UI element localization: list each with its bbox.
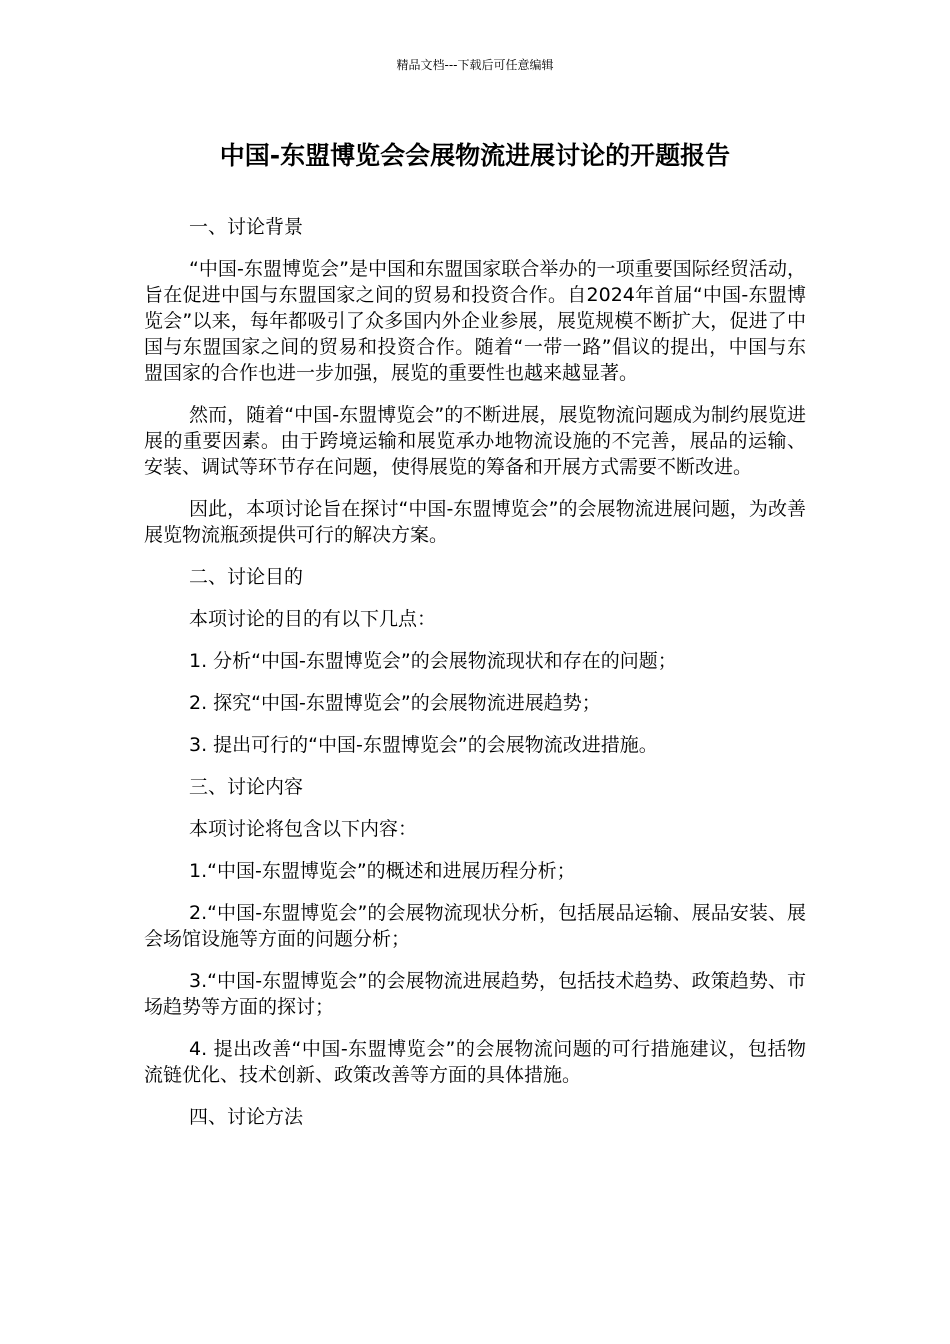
- objectives-intro: 本项讨论的目的有以下几点：: [189, 608, 437, 630]
- content-item: 1.“中国-东盟博览会”的概述和进展历程分析；: [189, 860, 576, 882]
- paragraph-background: “中国-东盟博览会”是中国和东盟国家联合举办的一项重要国际经贸活动，旨在促进中国与东盟国家之间的贸易和投资合作。自2024年首届“中国-东盟博览会”以来，每年都吸引了众多国内外企业参展，展览规模不断扩大，促进了中国与东盟国家之间的贸易和投资合作。随着“一带一路”倡议的提出，中国与东盟国家的合作也进一步加强，展览的重要性也越来越显著。: [144, 258, 806, 384]
- objective-item: 2. 探究“中国-东盟博览会”的会展物流进展趋势；: [189, 692, 601, 714]
- content-item: 2.“中国-东盟博览会”的会展物流现状分析，包括展品运输、展品安装、展会场馆设施等方面的问题分析；: [144, 902, 806, 950]
- paragraph-logistics-problem: 然而，随着“中国-东盟博览会”的不断进展，展览物流问题成为制约展览进展的重要因素。由于跨境运输和展览承办地物流设施的不完善，展品的运输、安装、调试等环节存在问题，使得展览的筹备和开展方式需要不断改进。: [144, 404, 806, 478]
- section-heading-objectives: 二、讨论目的: [189, 566, 304, 588]
- paragraph-purpose-summary: 因此，本项讨论旨在探讨“中国-东盟博览会”的会展物流进展问题，为改善展览物流瓶颈提供可行的解决方案。: [144, 498, 806, 546]
- content-item: 4. 提出改善“中国-东盟博览会”的会展物流问题的可行措施建议，包括物流链优化、技术创新、政策改善等方面的具体措施。: [144, 1038, 806, 1086]
- objective-item: 1. 分析“中国-东盟博览会”的会展物流现状和存在的问题；: [189, 650, 677, 672]
- document-title: 中国-东盟博览会会展物流进展讨论的开题报告: [219, 141, 731, 170]
- section-heading-background: 一、讨论背景: [189, 216, 304, 238]
- header-note: 精品文档---下载后可任意编辑: [396, 58, 554, 72]
- section-heading-content: 三、讨论内容: [189, 776, 304, 798]
- document-body: [144, 214, 806, 1146]
- content-item: 3.“中国-东盟博览会”的会展物流进展趋势，包括技术趋势、政策趋势、市场趋势等方面的探讨；: [144, 970, 806, 1018]
- objective-item: 3. 提出可行的“中国-东盟博览会”的会展物流改进措施。: [189, 734, 658, 756]
- content-intro: 本项讨论将包含以下内容：: [189, 818, 418, 840]
- section-heading-methods: 四、讨论方法: [189, 1106, 304, 1128]
